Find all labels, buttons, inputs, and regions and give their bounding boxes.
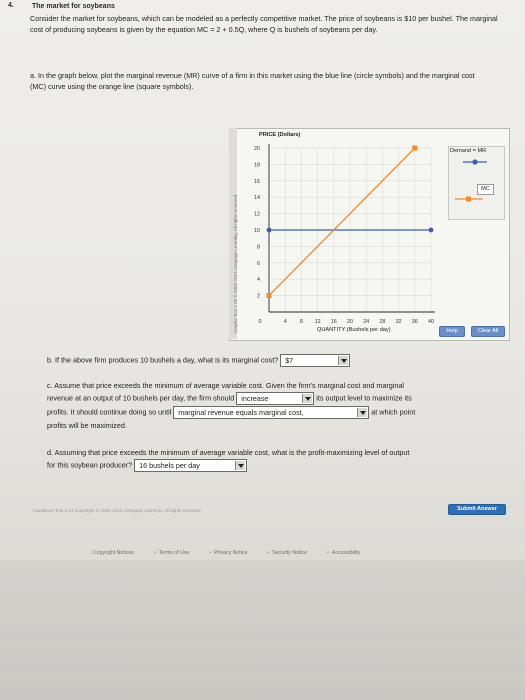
help-button[interactable]: Help — [439, 326, 465, 337]
x-tick-label: 8 — [299, 319, 303, 325]
y-tick-label: 18 — [254, 162, 260, 169]
question-header: The market for soybeans — [32, 3, 115, 10]
graph-copyright: Graphs Tool 1.55 © 2002-2013 Cengage Learning. All rights reserved — [233, 194, 238, 333]
part-c-line3-end: at which point — [371, 407, 416, 417]
part-b-text: b. If the above firm produces 10 bushels a day, what is its marginal cost? — [47, 355, 279, 365]
output-change-value: increase — [241, 394, 269, 403]
x-tick-label: 24 — [363, 319, 370, 325]
y-axis-title: PRICE (Dollars) — [259, 132, 301, 138]
y-tick-label: 10 — [254, 228, 260, 234]
y-tick-label: 6 — [257, 260, 260, 267]
footer-link-copyright[interactable]: Copyright Notices — [93, 550, 134, 556]
stop-condition-select[interactable] — [173, 406, 369, 419]
x-tick-label: 16 — [330, 319, 337, 325]
chevron-down-icon[interactable] — [338, 356, 348, 365]
x-tick-label: 4 — [283, 319, 287, 325]
y-tick-label: 12 — [254, 211, 260, 218]
x-tick-label: 36 — [411, 319, 418, 325]
mr-point — [267, 228, 272, 233]
part-c-line2 — [47, 392, 517, 405]
x-tick-label: 12 — [314, 319, 321, 325]
footer-links — [93, 550, 360, 556]
marginal-cost-select[interactable] — [280, 354, 350, 367]
x-axis-title: QUANTITY (Bushels per day) — [317, 327, 391, 333]
y-tick-label: 20 — [254, 146, 260, 152]
footer-link-privacy[interactable]: • Privacy Notice — [209, 550, 247, 556]
question-number-icon: 4. — [8, 2, 14, 9]
output-level-select[interactable] — [134, 459, 247, 472]
y-tick-label: 4 — [257, 277, 260, 284]
part-a-text: a. In the graph below, plot the marginal revenue (MR) curve of a firm in this market using the blue line (circle symbols) and the marginal cost (MC) curve using the orange line (square symbols). — [30, 71, 475, 91]
part-c-line4: profits will be maximized. — [47, 421, 127, 430]
page-shadow — [0, 560, 525, 700]
y-tick-label: 14 — [254, 195, 260, 202]
part-c — [47, 380, 517, 431]
part-b — [47, 354, 350, 367]
part-c-line2-end: its output level to maximize its — [316, 393, 412, 403]
stop-condition-value: marginal revenue equals marginal cost, — [178, 408, 304, 417]
x-tick-label: 28 — [379, 319, 386, 325]
part-d-line1: d. Assuming that price exceeds the minimum of average variable cost, what is the profit-maximizing level of output — [47, 448, 410, 457]
chevron-down-icon[interactable] — [302, 394, 312, 403]
mc-point — [412, 146, 417, 151]
part-c-line3 — [47, 406, 517, 419]
legend-mc-tool[interactable] — [454, 195, 484, 203]
x-tick-labels — [259, 319, 435, 325]
question-intro: Consider the market for soybeans, which can be modeled as a perfectly competitive market. The price of soybeans is $10 per bushel. The marginal cost of producing soybeans is given by the equation MC = 2 + 0.5Q, where Q is bushels of soybeans per day. — [30, 14, 498, 34]
questions-tool-copyright: Questions Tool 1.24 Copyright © 2002-2013 Cengage Learning. All rights reserved — [33, 508, 201, 513]
x-tick-label: 32 — [395, 319, 402, 325]
output-level-value: 16 bushels per day — [139, 461, 200, 470]
y-tick-label: 8 — [257, 244, 260, 251]
mc-line — [269, 148, 415, 296]
part-d-question: for this soybean producer? — [47, 460, 133, 470]
chevron-down-icon[interactable] — [357, 408, 367, 417]
y-tick-label: 16 — [254, 178, 260, 185]
legend-demand-tool[interactable] — [462, 158, 488, 166]
y-tick-labels — [254, 146, 260, 300]
part-c-line3-start: profits. It should continue doing so until — [47, 407, 172, 417]
submit-answer-button[interactable]: Submit Answer — [448, 504, 506, 515]
chart-axes — [269, 144, 435, 312]
mr-point — [429, 228, 434, 233]
part-d-line2 — [47, 459, 517, 472]
legend-demand-label: Demand = MR — [450, 148, 487, 154]
part-c-line2-start: revenue at an output of 10 bushels per day, the firm should — [47, 393, 235, 403]
chevron-down-icon[interactable] — [235, 461, 245, 470]
part-c-line1: c. Assume that price exceeds the minimum of average variable cost. Given the firm's marginal cost and marginal — [47, 381, 404, 390]
footer-link-accessibility[interactable]: • Accessibility — [327, 550, 360, 556]
marginal-cost-value: $7 — [285, 356, 294, 365]
y-tick-label: 2 — [257, 293, 260, 300]
legend-mc-label: MC — [477, 184, 494, 195]
x-tick-label: 0 — [258, 319, 262, 325]
x-tick-label: 20 — [347, 319, 353, 325]
footer-link-terms[interactable]: • Terms of Use — [154, 550, 189, 556]
x-tick-label: 40 — [428, 319, 434, 325]
footer-link-security[interactable]: • Security Notice — [267, 550, 307, 556]
mc-point — [267, 293, 272, 298]
output-change-select[interactable] — [236, 392, 314, 405]
clear-all-button[interactable]: Clear All — [471, 326, 505, 337]
part-d — [47, 447, 517, 472]
